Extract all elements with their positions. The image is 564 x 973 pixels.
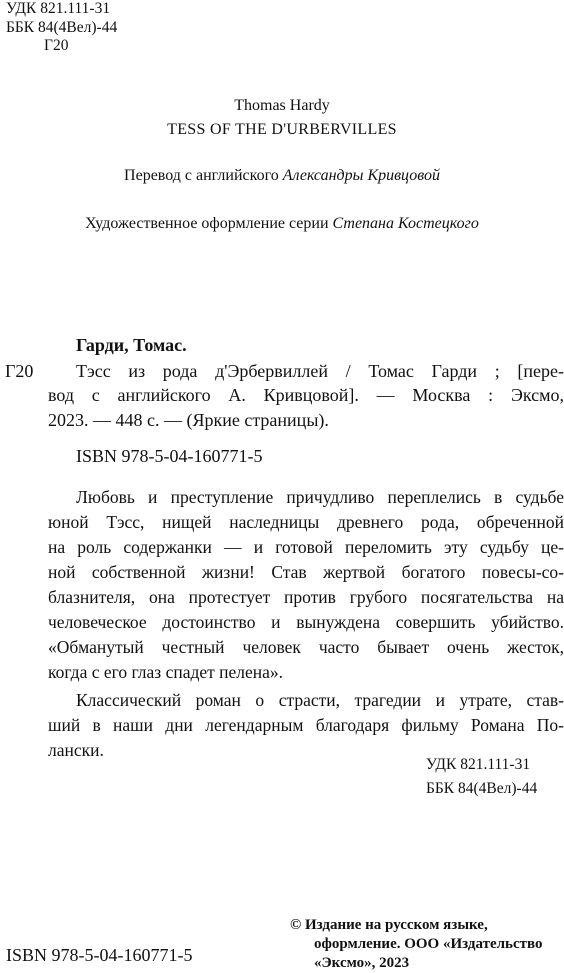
classification-codes-top (6, 0, 117, 56)
annotation-line: когда с его глаз спадет пелена». (48, 662, 284, 682)
catalog-desc-line-3: 2023. — 448 с. — (Яркие страницы). (48, 410, 329, 430)
author-sign: Г20 (44, 37, 69, 54)
original-title: TESS OF THE D'URBERVILLES (167, 121, 397, 138)
classification-codes-bottom (426, 753, 537, 801)
catalog-class-mark: Г20 (5, 361, 34, 381)
annotation-line: ший в наши дни легендарным благодаря фильму Романа По- (48, 715, 564, 735)
translator-name: Александры Кривцовой (282, 167, 440, 184)
catalog-desc-line-2: вод с английского А. Кривцовой]. — Москва : Эксмо, (48, 385, 564, 405)
annotation-line: лански. (48, 740, 104, 760)
catalog-author-heading: Гарди, Томас. (76, 335, 187, 355)
translator-line (0, 167, 564, 185)
udk-code: УДК 821.111-31 (6, 0, 111, 17)
design-line (0, 215, 564, 233)
annotation-line: на роль содержанки — и готовой переломить эту судьбу це- (48, 537, 564, 557)
footer-isbn: ISBN 978-5-04-160771-5 (6, 945, 193, 965)
annotation-line: Классический роман о страсти, трагедии и утрате, став- (76, 690, 564, 710)
annotation-line: «Обманутый честный человек часто бывает очень жесток, (48, 637, 564, 657)
bbk-code-bottom: ББК 84(4Вел)-44 (426, 780, 538, 797)
annotation-line: ной собственной жизни! Став жертвой богатого повесы-со- (48, 562, 564, 582)
annotation-line: Любовь и преступление причудливо переплелись в судьбе (76, 487, 564, 507)
translator-prefix: Перевод с английского (124, 167, 283, 184)
bbk-code: ББК 84(4Вел)-44 (6, 18, 118, 36)
catalog-isbn: ISBN 978-5-04-160771-5 (76, 446, 263, 466)
udk-code-bottom: УДК 821.111-31 (426, 756, 531, 773)
copyright-block (290, 916, 543, 973)
designer-name: Степана Костецкого (332, 215, 479, 232)
original-author: Thomas Hardy (234, 97, 330, 114)
annotation-line: человеческое достоинство и вынуждена совершить убийство. (48, 612, 564, 632)
catalog-desc-line-1: Тэсс из рода д'Эрбервиллей / Томас Гарди ; [пере- (76, 361, 564, 381)
annotation-line: блазнителя, она протестует против грубого посягательства на (48, 587, 564, 607)
annotation-line: юной Тэсс, нищей наследницы древнего рода, обреченной (48, 512, 564, 532)
copyright-line: оформление. ООО «Издательство (314, 936, 543, 952)
copyright-line: «Эксмо», 2023 (314, 955, 410, 971)
design-prefix: Художественное оформление серии (85, 215, 333, 232)
copyright-line: © Издание на русском языке, (290, 917, 488, 933)
